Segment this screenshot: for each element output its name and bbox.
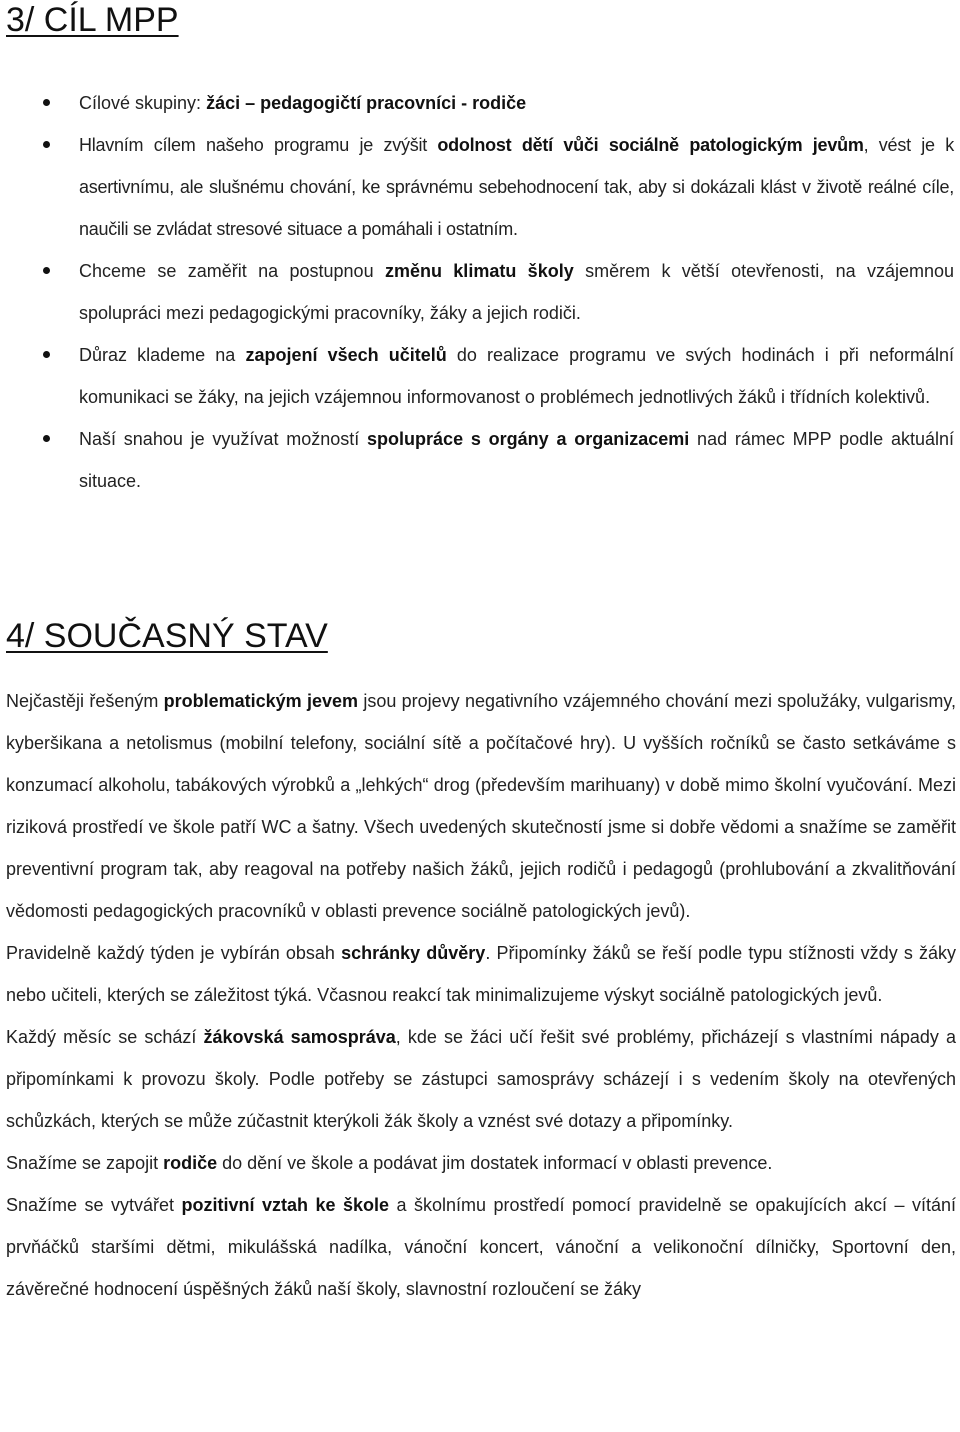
bullet-icon (43, 351, 50, 358)
section-3-title: 3/ CÍL MPP (6, 1, 179, 39)
section-4-title: 4/ SOUČASNÝ STAV (6, 617, 328, 655)
paragraph (6, 1016, 956, 1142)
paragraph-text: Snažíme se vytvářet (6, 1195, 182, 1215)
item-text: Hlavním cílem našeho programu je zvýšit (79, 135, 438, 155)
bullet-icon (43, 99, 50, 106)
paragraph-text: Každý měsíc se schází (6, 1027, 204, 1047)
list-item (0, 334, 960, 418)
item-emphasis: spolupráce s orgány a organizacemi (367, 429, 690, 449)
current-state-text (6, 680, 956, 1310)
paragraph (6, 680, 956, 932)
list-item (0, 124, 960, 250)
item-text: Naší snahou je využívat možností (79, 429, 368, 449)
paragraph (6, 1142, 956, 1184)
item-emphasis: žáci – pedagogičtí pracovníci - rodiče (206, 93, 527, 113)
paragraph-emphasis: problematickým jevem (163, 691, 359, 711)
item-emphasis: změnu klimatu školy (384, 261, 574, 281)
paragraph-emphasis: rodiče (163, 1153, 218, 1173)
paragraph-text: . Připomínky žáků se řeší podle typu stížnosti vždy s žáky nebo učiteli, kterých se záležitost týká. Včasnou reakcí tak minimalizujeme výskyt sociálně patologických jevů. (6, 943, 957, 1005)
item-text: Chceme se zaměřit na postupnou (79, 261, 385, 281)
item-text: do realizace programu ve svých hodinách i při neformální komunikaci se žáky, na jejich vzájemnou informovanost o problémech jednotlivých žáků i třídních kolektivů. (79, 345, 955, 407)
paragraph-emphasis: žákovská samospráva (203, 1027, 396, 1047)
paragraph-text: Nejčastěji řešeným (6, 691, 164, 711)
list-item (0, 418, 960, 502)
bullet-icon (43, 267, 50, 274)
paragraph (6, 1184, 956, 1310)
item-text: Důraz klademe na (79, 345, 246, 365)
item-text: Cílové skupiny: (79, 93, 207, 113)
paragraph-text: a školnímu prostředí pomocí pravidelně se opakujících akcí – vítání prvňáčků staršími dětmi, mikulášská nadílka, vánoční koncert, vánoční a velikonoční dílničky, Sportovní den, závěrečné hodnocení úspěšných žáků naší školy, slavnostní rozloučení se žáky (6, 1195, 956, 1299)
list-item (0, 250, 960, 334)
bullet-icon (43, 141, 50, 148)
paragraph-text: Snažíme se zapojit (6, 1153, 164, 1173)
paragraph-text: do dění ve škole a podávat jim dostatek informací v oblasti prevence. (217, 1153, 773, 1173)
paragraph-emphasis: schránky důvěry (341, 943, 486, 963)
item-text: nad rámec MPP podle aktuální situace. (79, 429, 954, 491)
paragraph-text: , kde se žáci učí řešit své problémy, přicházejí s vlastními nápady a připomínkami k provozu školy. Podle potřeby se zástupci samosprávy scházejí i s vedením školy na otevřených schůzkách, kterých se může zúčastnit kterýkoli žák školy a vznést své dotazy a připomínky. (6, 1027, 956, 1131)
paragraph-emphasis: pozitivní vztah ke škole (181, 1195, 389, 1215)
bullet-icon (43, 435, 50, 442)
item-emphasis: odolnost dětí vůči sociálně patologickým jevům (437, 135, 864, 155)
item-text: směrem k větší otevřenosti, na vzájemnou spolupráci mezi pedagogickými pracovníky, žáky a jejich rodiči. (79, 261, 955, 323)
paragraph-text: jsou projevy negativního vzájemného chování mezi spolužáky, vulgarismy, kyberšikana a netolismus (mobilní telefony, sociální sítě a počítačové hry). U vyšších ročníků se často setkáváme s konzumací alkoholu, tabákových výrobků a „lehkých“ drog (především marihuany) v době mimo školní vyučování. Mezi riziková prostředí ve škole patří WC a šatny. Všech uvedených skutečností jsme si dobře vědomi a snažíme se zaměřit preventivní program tak, aby reagoval na potřeby našich žáků, jejich rodičů i pedagogů (prohlubování a zkvalitňování vědomosti pedagogických pracovníků v oblasti prevence sociálně patologických jevů). (6, 691, 956, 921)
goals-list (0, 82, 960, 502)
item-text: , vést je k asertivnímu, ale slušnému chování, ke správnému sebehodnocení tak, aby si dokázali klást v životě reálné cíle, naučili se zvládat stresové situace a pomáhali i ostatním. (79, 135, 955, 239)
list-item (0, 82, 960, 124)
paragraph-text: Pravidelně každý týden je vybírán obsah (6, 943, 342, 963)
paragraph (6, 932, 956, 1016)
item-emphasis: zapojení všech učitelů (245, 345, 447, 365)
